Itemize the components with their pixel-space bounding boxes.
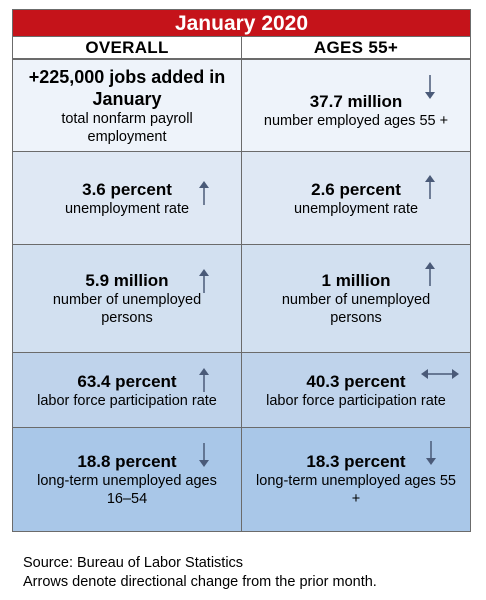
stat-label: labor force participation rate [266,392,446,409]
stat-value: +225,000 jobs added in January [28,66,226,109]
stat-label: unemployment rate [293,200,419,217]
overall-cell [13,428,241,531]
stat-label: number of unemployed persons [52,292,202,326]
stat-label: number employed ages 55 + [263,113,449,129]
overall-cell [13,353,241,427]
arrow-down-icon [425,440,437,466]
overall-cell [13,245,241,352]
table-title: January 2020 [13,10,470,37]
stat-value: 18.3 percent [306,452,406,471]
arrow-down-icon [198,442,210,468]
arrow-up-icon [198,367,210,393]
header-ages55: AGES 55+ [241,37,470,58]
arrow-left-right-icon [420,368,460,380]
overall-cell [13,152,241,244]
ages55-cell [241,428,470,531]
stat-value: 63.4 percent [77,371,177,391]
ages55-cell [241,353,470,427]
arrow-up-icon [198,268,210,294]
header-overall: OVERALL [85,38,169,57]
arrow-down-icon [424,74,436,100]
table-row [13,427,470,531]
overall-cell [13,60,241,151]
arrow-up-icon [198,180,210,206]
arrow-up-icon [424,261,436,287]
stat-label: long-term unemployed ages 55 + [256,473,456,507]
stat-label: number of unemployed persons [281,292,431,326]
arrow-note: Arrows denote directional change from the prior month. [23,574,377,590]
column-headers [13,37,470,59]
stat-value: 3.6 percent [82,179,172,199]
stat-label: long-term unemployed ages 16–54 [37,473,217,507]
stat-value: 2.6 percent [311,179,401,199]
stat-label: total nonfarm payroll employment [61,110,193,145]
stat-value: 1 million [321,271,391,290]
ages55-cell [241,245,470,352]
stat-value: 5.9 million [85,271,169,290]
ages55-cell [241,60,470,151]
footer-notes [23,554,377,592]
table-row [13,244,470,352]
stat-value: 40.3 percent [306,371,406,391]
arrow-up-icon [424,174,436,200]
stat-label: labor force participation rate [37,392,217,409]
stat-value: 18.8 percent [77,452,177,471]
stats-table [12,9,471,532]
table-row [13,59,470,151]
table-row [13,352,470,427]
stat-value: 37.7 million [309,92,403,111]
source-note: Source: Bureau of Labor Statistics [23,555,244,571]
stat-label: unemployment rate [64,200,190,217]
table-row [13,151,470,244]
ages55-cell [241,152,470,244]
